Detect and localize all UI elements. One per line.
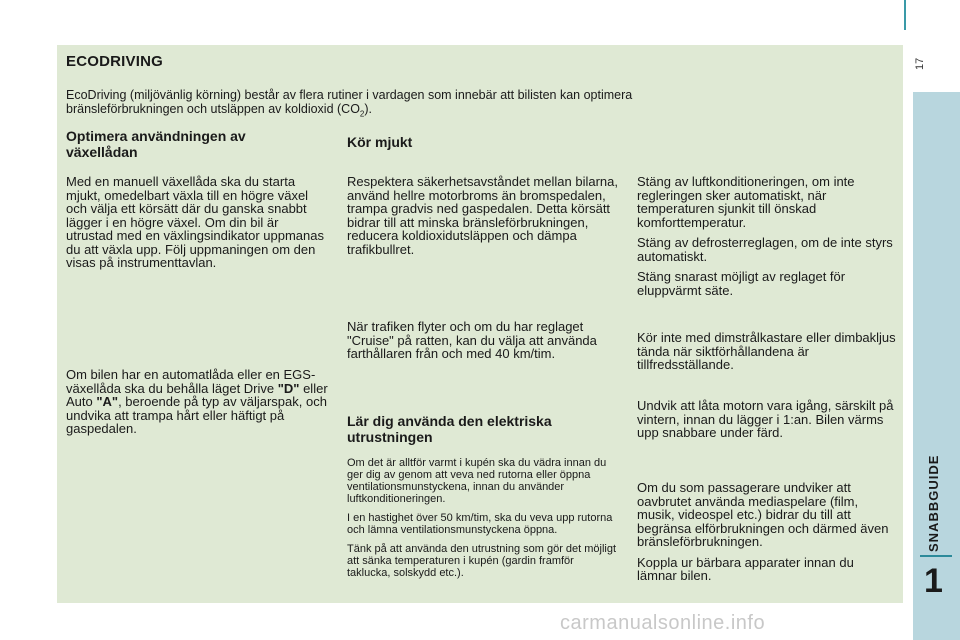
chapter-number: 1 <box>924 562 943 600</box>
intro-line1: EcoDriving (miljövänlig körning) består av flera rutiner i vardagen som innebär att bilisten kan optimera <box>66 88 633 102</box>
electrical-text <box>347 457 619 586</box>
electrical-para-1: Om det är alltför varmt i kupén ska du vädra innan du ger dig av genom att veva ned rutorna eller öppna ventilationsmunstyckena, innan du använder luftkonditioneringen. <box>347 457 607 505</box>
electrical-para-3: Tänk på att använda den utrustning som gör det möjligt att sänka temperaturen i kupén (gardin framför taklucka, solskydd etc.). <box>347 543 617 579</box>
chapter-sidebar <box>913 92 960 640</box>
smooth-driving-text: Respektera säkerhetsavståndet mellan bilarna, använd hellre motorbroms än bromspedalen, trampa gradvis ned gaspedalen. Detta körsätt bidrar till att minska bränsleförbrukningen, reducera koldioxidutsläppen och dämpa trafikbullret. <box>347 174 618 257</box>
column3-bottom <box>637 481 897 590</box>
idle-engine-text: Undvik att låta motorn vara igång, särskilt på vintern, innan du lägger i 1:an. Bilen värms upp snabbare under färd. <box>637 398 894 440</box>
section-heading-electrical: Lär dig använda den elektriska utrustningen <box>347 413 552 445</box>
section-heading-gearbox: Optimera användningen av växellådan <box>66 128 246 160</box>
top-accent-line <box>904 0 906 30</box>
media-text: Om du som passagerare undviker att oavbrutet använda mediaspelare (film, musik, videospel etc.) bidrar du till att begränsa elförbrukningen och därmed även bränsleförbrukningen. <box>637 480 889 549</box>
gearbox-auto-text: Om bilen har en automatlåda eller en EGS-växellåda ska du behålla läget Drive "D" eller Auto "A", beroende på typ av väljarspak, och undvika att trampa hårt eller häftigt på gaspedalen. <box>66 367 328 436</box>
watermark: carmanualsonline.info <box>560 612 766 634</box>
fog-lights-text: Kör inte med dimstrålkastare eller dimbakljus tända när siktförhållandena är tillfredsställande. <box>637 330 896 372</box>
unplug-text: Koppla ur bärbara apparater innan du lämnar bilen. <box>637 554 854 583</box>
sidebar-top <box>913 0 960 92</box>
electrical-para-2: I en hastighet över 50 km/tim, ska du veva upp rutorna och lämna ventilationsmunstyckena öppna. <box>347 512 613 536</box>
cruise-text: När trafiken flyter och om du har reglaget "Cruise" på ratten, kan du välja att använda farthållaren från och med 40 km/tim. <box>347 319 597 361</box>
page-number: 17 <box>914 57 926 70</box>
ac-off-text: Stäng av luftkonditioneringen, om inte regleringen sker automatiskt, när temperaturen sjunkit till önskad komforttemperatur. <box>637 174 855 230</box>
heated-seat-text: Stäng snarast möjligt av reglaget för eluppvärmt säte. <box>637 269 846 298</box>
intro-text <box>66 88 846 122</box>
intro-line2: bränsleförbrukningen och utsläppen av koldioxid $(CO_2)$. <box>66 102 373 119</box>
column3-top <box>637 175 897 304</box>
page-title: ECODRIVING <box>66 53 164 70</box>
sidebar-label: SNABBGUIDE <box>926 454 941 552</box>
defroster-text: Stäng av defrosterreglagen, om de inte styrs automatiskt. <box>637 235 893 264</box>
section-heading-smooth: Kör mjukt <box>347 134 413 150</box>
chapter-divider <box>920 555 952 557</box>
gearbox-manual-text: Med en manuell växellåda ska du starta mjukt, omedelbart växla till en högre växel och välja ett körsätt där du ganska snabbt lägger i en högre växel. Om din bil är utrustad med en växlingsindikator uppmanas du att växla upp. Följ uppmaningen om den visas på instrumenttavlan. <box>66 174 324 270</box>
